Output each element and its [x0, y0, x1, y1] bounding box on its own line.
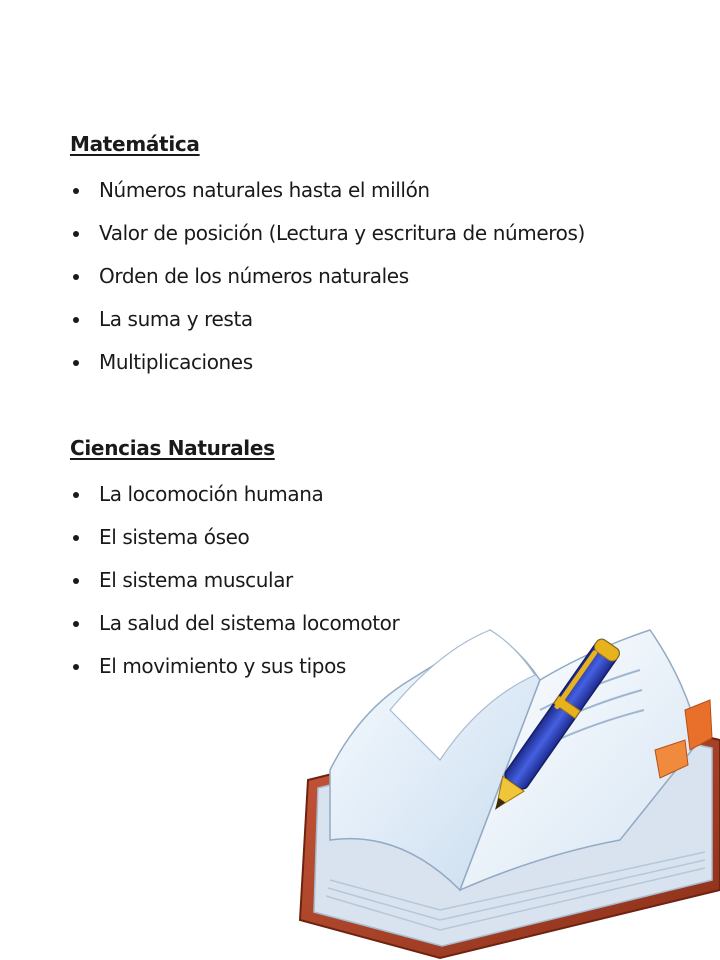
list-item: El sistema óseo [70, 516, 399, 559]
list-item: Valor de posición (Lectura y escritura de números) [70, 212, 585, 255]
section-title-matematica: Matemática [70, 132, 200, 156]
list-item: La suma y resta [70, 298, 585, 341]
list-item: La locomoción humana [70, 473, 399, 516]
list-item: Multiplicaciones [70, 341, 585, 384]
list-item: La salud del sistema locomotor [70, 602, 399, 645]
list-item: Orden de los números naturales [70, 255, 585, 298]
topic-list-matematica [70, 169, 585, 384]
list-item: Números naturales hasta el millón [70, 169, 585, 212]
list-item: El sistema muscular [70, 559, 399, 602]
section-title-ciencias-naturales: Ciencias Naturales [70, 436, 275, 460]
open-book-with-pen-icon [290, 590, 720, 960]
list-item: El movimiento y sus tipos [70, 645, 399, 688]
